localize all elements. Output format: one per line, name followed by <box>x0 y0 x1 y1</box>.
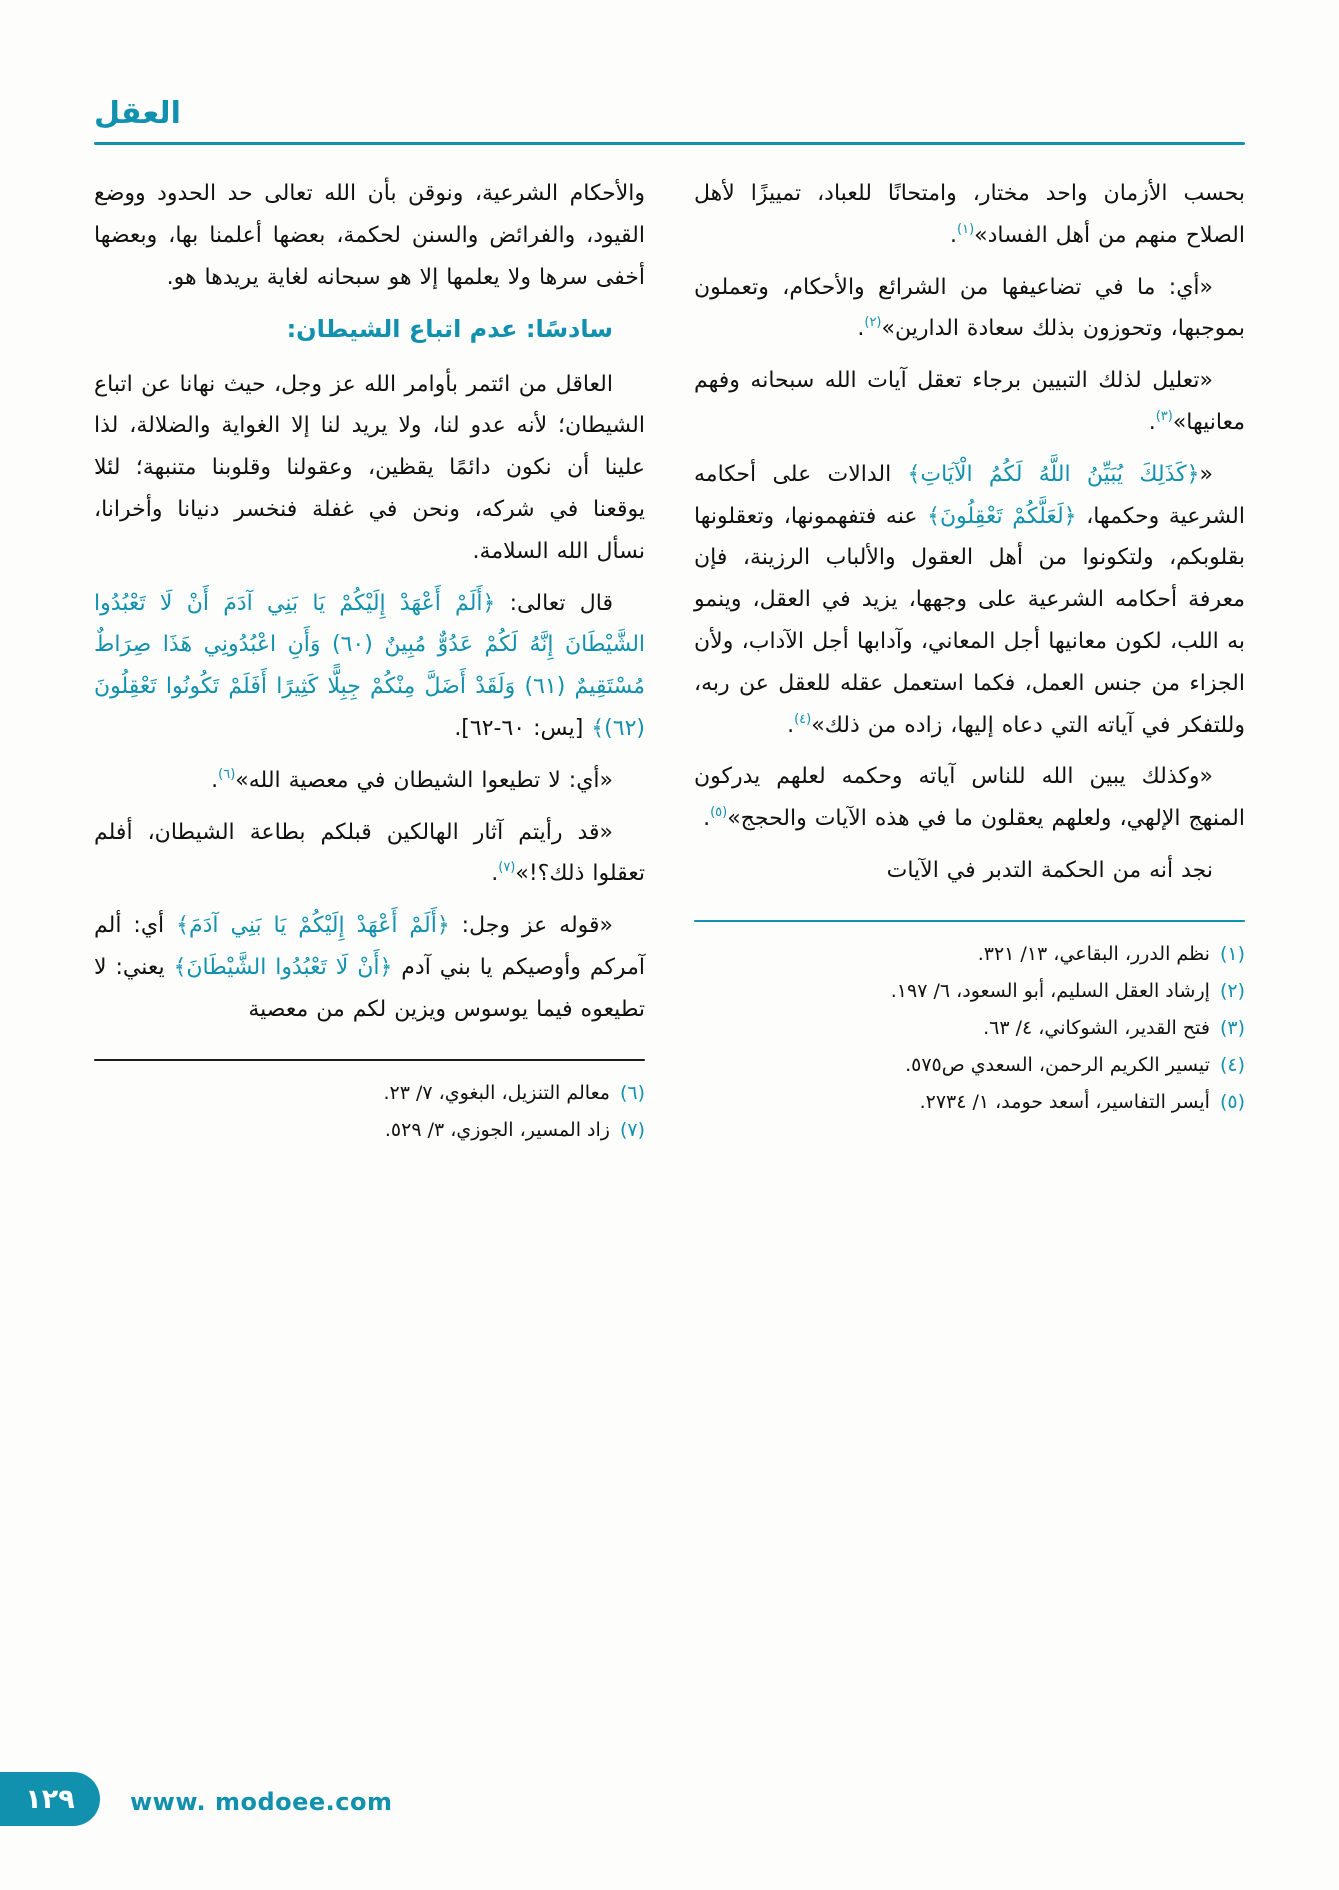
footnotes-right <box>694 920 1245 1121</box>
paragraph-r1 <box>694 173 1245 257</box>
text-run: . <box>857 316 865 342</box>
text-run: . <box>950 222 958 248</box>
footnote-ref-1: (١) <box>957 221 975 237</box>
quran-verse: ﴿لَعَلَّكُمْ تَعْقِلُونَ﴾ <box>927 503 1077 529</box>
text-run: «تعليل لذلك التبيين برجاء تعقل آيات الله سبحانه وفهم معانيها» <box>694 368 1245 435</box>
footnote-item <box>694 1084 1245 1121</box>
footnote-text: نظم الدرر، البقاعي، ١٣/ ٣٢١. <box>977 942 1210 965</box>
text-run: أي: ألم آمركم وأوصيكم يا بني آدم <box>94 913 645 980</box>
paragraph-r2 <box>694 267 1245 351</box>
paragraph-r4 <box>694 454 1245 747</box>
footnote-text: أيسر التفاسير، أسعد حومد، ١/ ٢٧٣٤. <box>919 1090 1210 1113</box>
column-right <box>694 173 1245 1121</box>
quran-verse: ﴿أَلَمْ أَعْهَدْ إِلَيْكُمْ يَا بَنِي آدَمَ أَنْ لَا تَعْبُدُوا الشَّيْطَانَ إِنَّهُ لَكُمْ عَدُوٌّ مُبِينٌ (٦٠) وَأَنِ اعْبُدُونِي هَذَا صِرَاطٌ مُسْتَقِيمٌ (٦١) وَلَقَدْ أَضَلَّ مِنْكُمْ جِبِلًّا كَثِيرًا أَفَلَمْ تَكُونُوا تَعْقِلُونَ (٦٢)﴾ <box>94 590 646 741</box>
footnote-text: فتح القدير، الشوكاني، ٤/ ٦٣. <box>983 1016 1210 1039</box>
text-run: . <box>787 712 795 738</box>
paragraph-l1 <box>94 173 645 298</box>
paragraph-r3 <box>694 360 1245 444</box>
page-header <box>0 0 1339 145</box>
footnote-item <box>694 973 1245 1010</box>
text-run: قال تعالى: <box>495 590 613 616</box>
footnote-text: إرشاد العقل السليم، أبو السعود، ٦/ ١٩٧. <box>890 979 1210 1002</box>
text-run: «قد رأيتم آثار الهالكين قبلكم بطاعة الشيطان، أفلم تعقلوا ذلك؟!» <box>94 819 645 887</box>
footnote-number: (٣) <box>1219 1016 1245 1039</box>
paragraph-r5 <box>694 756 1245 840</box>
text-run: « <box>1199 461 1213 487</box>
text-run: نجد أنه من الحكمة التدبر في الآيات <box>886 857 1213 883</box>
footnote-divider-left <box>94 1059 645 1061</box>
quran-verse: ﴿كَذَلِكَ يُبَيِّنُ اللَّهُ لَكُمُ الْآيَاتِ﴾ <box>907 461 1200 487</box>
footnote-number: (١) <box>1219 942 1245 965</box>
footnote-ref-4: (٤) <box>794 711 812 727</box>
footnote-ref-5: (٥) <box>710 805 728 821</box>
footnote-item <box>694 1010 1245 1047</box>
footnotes-left <box>94 1059 645 1149</box>
footnote-item <box>694 1047 1245 1084</box>
footnote-text: زاد المسير، الجوزي، ٣/ ٥٢٩. <box>384 1118 610 1141</box>
text-run: «أي: لا تطيعوا الشيطان في معصية الله» <box>235 767 613 793</box>
footnote-item <box>694 936 1245 973</box>
footnote-number: (٦) <box>619 1081 645 1104</box>
running-head-title: العقل <box>94 96 181 131</box>
footnote-item <box>94 1075 645 1112</box>
footnote-ref-6: (٦) <box>218 766 236 782</box>
paragraph-l5 <box>94 812 645 896</box>
page-number-badge <box>0 1772 100 1826</box>
surah-reference: [يس: ٦٠-٦٢]. <box>454 715 592 741</box>
text-run: الدالات على أحكامه الشرعية وحكمها، <box>694 461 1245 529</box>
footnote-number: (٥) <box>1219 1090 1245 1113</box>
paragraph-r6 <box>694 850 1245 892</box>
footnote-ref-2: (٢) <box>864 315 882 331</box>
footnote-ref-3: (٣) <box>1155 408 1173 424</box>
paragraph-l3 <box>94 583 645 750</box>
footnote-number: (٤) <box>1219 1053 1245 1076</box>
paragraph-l6 <box>94 905 645 1030</box>
quran-verse: ﴿أَنْ لَا تَعْبُدُوا الشَّيْطَانَ﴾ <box>173 954 393 980</box>
footnote-number: (٧) <box>619 1118 645 1141</box>
footnote-text: معالم التنزيل، البغوي، ٧/ ٢٣. <box>383 1081 610 1104</box>
paragraph-l2 <box>94 364 645 573</box>
text-run: عنه فتفهمونها، وتعقلونها بقلوبكم، ولتكونوا من أهل العقول والألباب الرزينة، فإن معرفة أحكامه الشرعية على وجهها، يزيد في العقل، وينمو به اللب، لكون معانيها أجل المعاني، وآدابها أجل الآداب، ولأن الجزاء من جنس العمل، فكما استعمل عقله للعقل عن ربه، وللتفكر في آياته التي دعاه إليها، زاده من ذلك» <box>694 503 1245 738</box>
footnote-divider-right <box>694 920 1245 922</box>
footnote-item <box>94 1112 645 1149</box>
column-left <box>94 173 645 1149</box>
text-run: . <box>211 767 219 793</box>
paragraph-l4 <box>94 760 645 802</box>
text-run: العاقل من ائتمر بأوامر الله عز وجل، حيث نهانا عن اتباع الشيطان؛ لأنه عدو لنا، ولا يريد لنا إلا الغواية والضلالة، لذا علينا أن نكون دائمًا يقظين، وعقولنا وقلوبنا متنبهة؛ لئلا يوقعنا في شركه، ونحن في غفلة فنخسر دنيانا وأخرانا، نسأل الله السلامة. <box>94 371 645 564</box>
website-text: www. modoee.com <box>130 1788 393 1816</box>
text-run: والأحكام الشرعية، ونوقن بأن الله تعالى حد الحدود ووضع القيود، والفرائض والسنن لحكمة، بعضها أعلمنا بها، وبعضها أخفى سرها ولا يعلمها إلا هو سبحانه لغاية يريدها هو. <box>94 181 645 290</box>
footnote-number: (٢) <box>1219 979 1245 1002</box>
quran-verse: ﴿أَلَمْ أَعْهَدْ إِلَيْكُمْ يَا بَنِي آدَمَ﴾ <box>176 913 450 939</box>
footnote-text: تيسير الكريم الرحمن، السعدي ص٥٧٥. <box>905 1053 1210 1076</box>
footnote-ref-7: (٧) <box>498 860 516 876</box>
text-run: . <box>1148 409 1156 435</box>
text-run: «وكذلك يبين الله للناس آياته وحكمه لعلهم يدركون المنهج الإلهي، ولعلهم يعقلون ما في هذه الآيات والحجج» <box>694 764 1245 832</box>
text-run: «أي: ما في تضاعيفها من الشرائع والأحكام، وتعملون بموجبها، وتحوزون بذلك سعادة الدارين» <box>694 274 1245 342</box>
text-run: بحسب الأزمان واحد مختار، وامتحانًا للعباد، تمييزًا لأهل الصلاح منهم من أهل الفساد» <box>694 181 1245 248</box>
text-run: يعني: لا تطيعوه فيما يوسوس ويزين لكم من معصية <box>94 954 645 1022</box>
two-column-body <box>0 145 1339 1149</box>
text-run: . <box>703 806 711 832</box>
text-run: . <box>491 861 499 887</box>
section-heading: سادسًا: عدم اتباع الشيطان: <box>286 315 613 344</box>
page-number: ١٢٩ <box>25 1783 75 1815</box>
text-run: «قوله عز وجل: <box>449 913 613 939</box>
